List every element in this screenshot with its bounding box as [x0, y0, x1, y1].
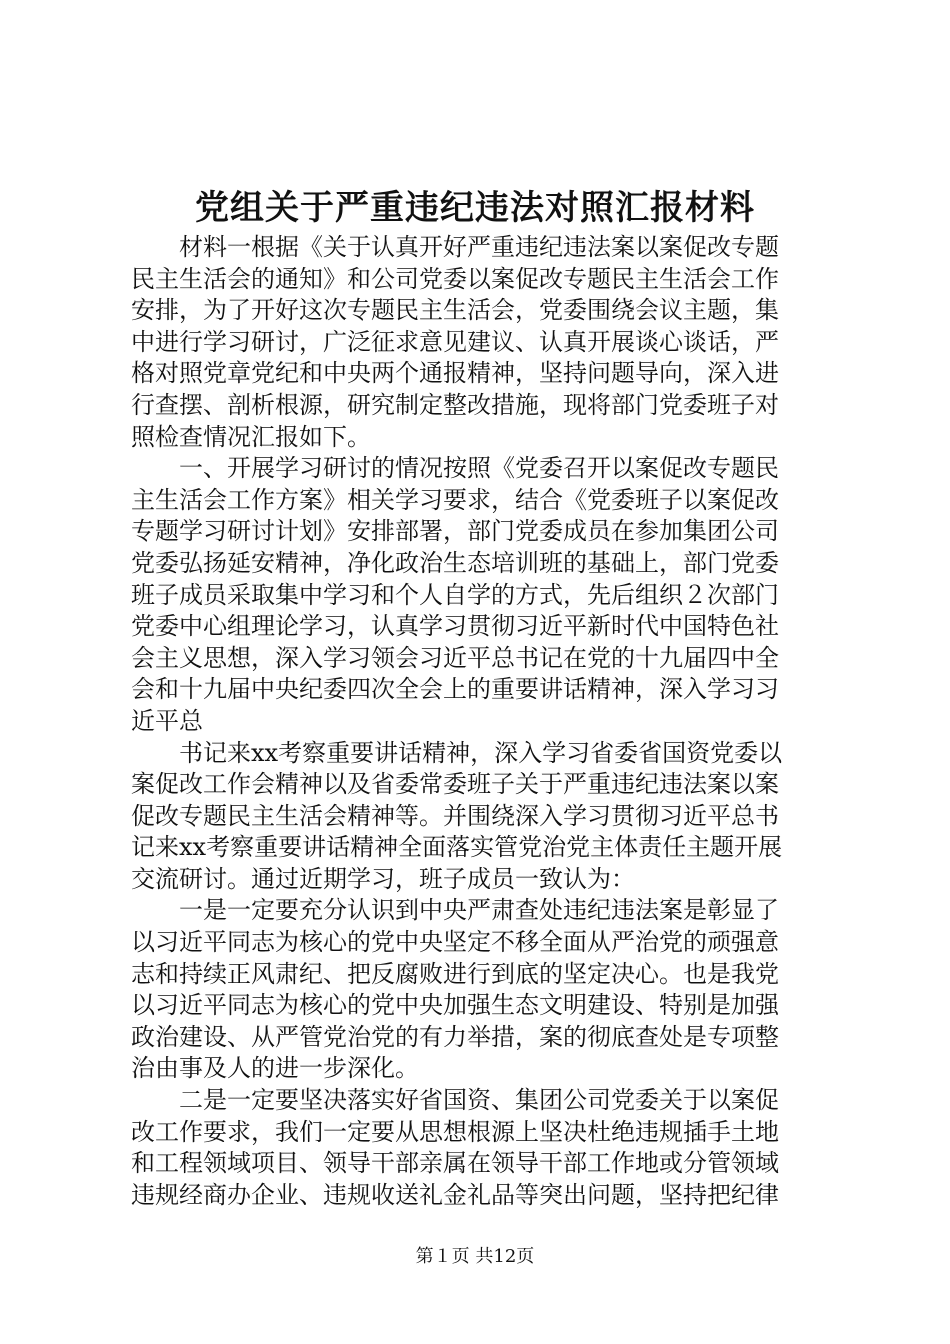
paragraph-study-situation: 一、开展学习研讨的情况按照《党委召开以案促改专题民 主生活会工作方案》相关学习要求，结合《党委班子以案促改 专题学习研讨计划》安排部署，部门党委成员在参加集团公司 党委弘扬延安精神，净化政治生态培训班的基础上，部门党委 班子成员采取集中学习和个人自学的方式，先后组织２次部门 党委中心组理论学习，认真学习贯彻习近平新时代中国特色社 会主义思想，深入学习领会习近平总书记在党的十九届四中全 会和十九届中央纪委四次全会上的重要讲话精神，深入学习习 近平总	[131, 454, 779, 735]
paragraph-point-two: 二是一定要坚决落实好省国资、集团公司党委关于以案促 改工作要求，我们一定要从思想根源上坚决杜绝违规插手土地 和工程领域项目、领导干部亲属在领导干部工作地或分管领域 违规经商办企业、违规收送礼金礼品等突出问题，坚持把纪律	[131, 1086, 779, 1209]
document-body	[131, 232, 831, 1211]
paragraph-point-one: 一是一定要充分认识到中央严肃查处违纪违法案是彰显了 以习近平同志为核心的党中央坚定不移全面从严治党的顽强意 志和持续正风肃纪、把反腐败进行到底的坚定决心。也是我党 以习近平同志为核心的党中央加强生态文明建设、特别是加强 政治建设、从严管党治党的有力举措，案的彻底查处是专项整 治由事及人的进一步深化。	[131, 896, 779, 1083]
paragraph-intro: 材料一根据《关于认真开好严重违纪违法案以案促改专题 民主生活会的通知》和公司党委以案促改专题民主生活会工作 安排，为了开好这次专题民主生活会，党委围绕会议主题，集 中进行学习研讨，广泛征求意见建议、认真开展谈心谈话，严 格对照党章党纪和中央两个通报精神，坚持问题导向，深入进 行查摆、剖析根源，研究制定整改措施，现将部门党委班子对 照检查情况汇报如下。	[131, 233, 779, 451]
document-title: 党组关于严重违纪违法对照汇报材料	[195, 188, 755, 228]
page-number-footer: 第１页 共12页	[415, 1246, 535, 1267]
paragraph-study-continued: 书记来xx考察重要讲话精神，深入学习省委省国资党委以 案促改工作会精神以及省委常委班子关于严重违纪违法案以案 促改专题民主生活会精神等。并围绕深入学习贯彻习近平总书 记来xx考察重要讲话精神全面落实管党治党主体责任主题开展 交流研讨。通过近期学习，班子成员一致认为：	[131, 738, 783, 893]
